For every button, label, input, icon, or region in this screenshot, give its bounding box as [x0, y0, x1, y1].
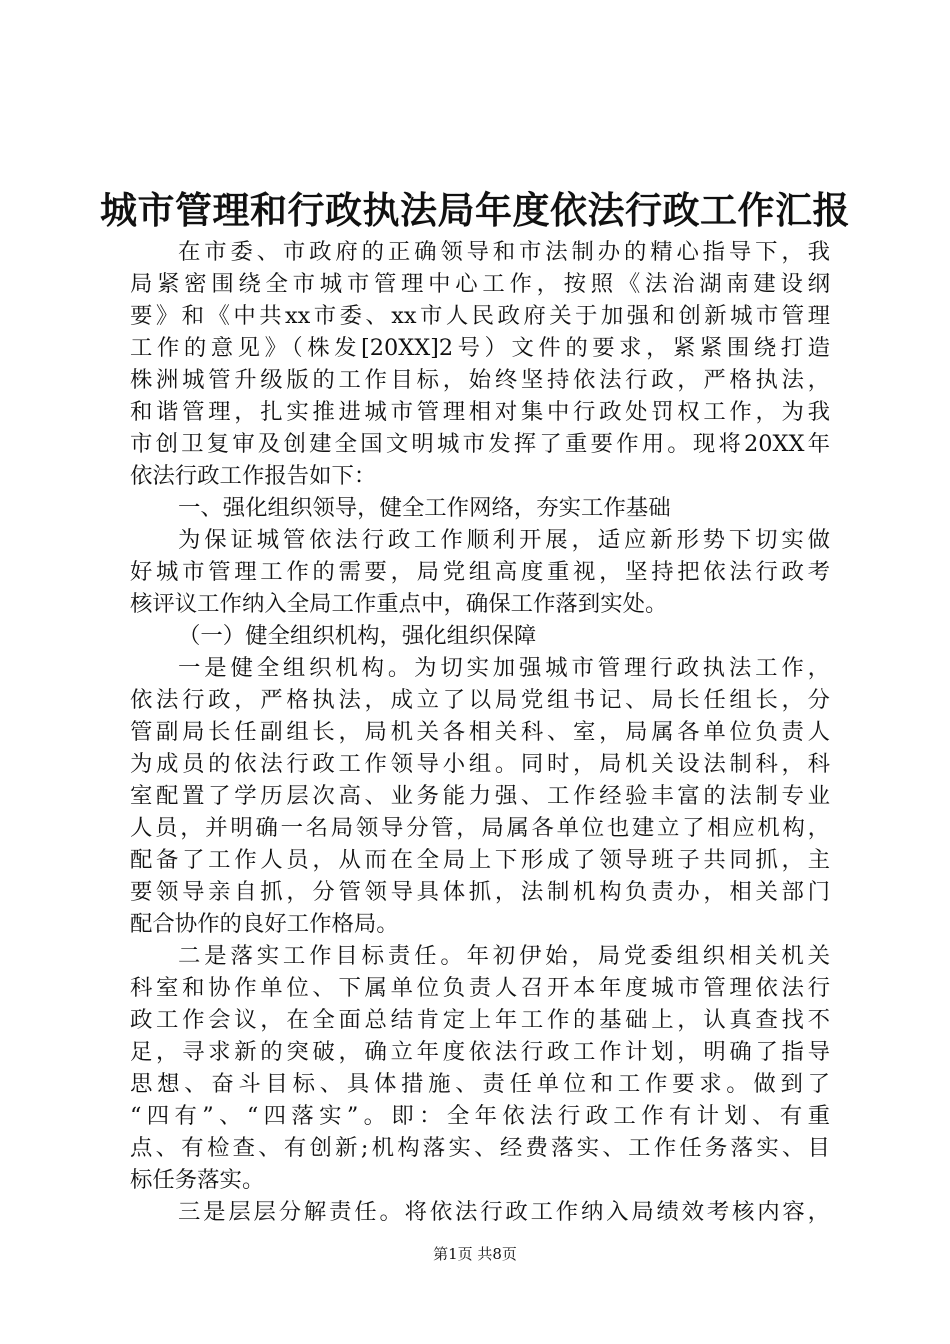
text-line: 科室和协作单位、下属单位负责人召开本年度城市管理依法行 — [130, 975, 830, 1001]
text-line: 在市委、市政府的正确领导和市法制办的精心指导下，我 — [178, 239, 830, 265]
text-line: 一、强化组织领导，健全工作网络，夯实工作基础 — [178, 495, 671, 521]
document-body — [130, 236, 830, 1228]
text-line: 一是健全组织机构。为切实加强城市管理行政执法工作， — [178, 655, 830, 681]
text-line: 配合协作的良好工作格局。 — [130, 911, 399, 937]
text-line: 要》和《中共xx市委、xx市人民政府关于加强和创新城市管理 — [130, 303, 830, 329]
page-footer: 第1页 共8页 — [433, 1245, 517, 1263]
text-line: 和谐管理，扎实推进城市管理相对集中行政处罚权工作，为我 — [130, 399, 830, 425]
text-line: “四有”、“四落实”。即：全年依法行政工作有计划、有重 — [130, 1103, 830, 1129]
text-line: 人员，并明确一名局领导分管，局属各单位也建立了相应机构， — [130, 815, 830, 841]
text-line: 为成员的依法行政工作领导小组。同时，局机关设法制科，科 — [130, 751, 830, 777]
text-line: 依法行政，严格执法，成立了以局党组书记、局长任组长，分 — [130, 687, 830, 713]
text-line: 二是落实工作目标责任。年初伊始，局党委组织相关机关 — [178, 943, 830, 969]
text-line: 依法行政工作报告如下： — [130, 463, 377, 489]
text-line: 工作的意见》（株发[20XX]2号）文件的要求，紧紧围绕打造 — [130, 335, 830, 361]
text-line: 局紧密围绕全市城市管理中心工作，按照《法治湖南建设纲 — [130, 271, 830, 297]
text-line: 三是层层分解责任。将依法行政工作纳入局绩效考核内容， — [178, 1199, 830, 1225]
text-line: 足，寻求新的突破，确立年度依法行政工作计划，明确了指导 — [130, 1039, 830, 1065]
text-line: 思想、奋斗目标、具体措施、责任单位和工作要求。做到了 — [130, 1071, 830, 1097]
text-line: 株洲城管升级版的工作目标，始终坚持依法行政，严格执法， — [130, 367, 830, 393]
text-line: 室配置了学历层次高、业务能力强、工作经验丰富的法制专业 — [130, 783, 830, 809]
text-line: 配备了工作人员，从而在全局上下形成了领导班子共同抓，主 — [130, 847, 830, 873]
text-line: 点、有检查、有创新;机构落实、经费落实、工作任务落实、目 — [130, 1135, 830, 1161]
text-line: 管副局长任副组长，局机关各相关科、室，局属各单位负责人 — [130, 719, 830, 745]
document-title: 城市管理和行政执法局年度依法行政工作汇报 — [100, 188, 850, 232]
text-line: 好城市管理工作的需要，局党组高度重视，坚持把依法行政考 — [130, 559, 830, 585]
text-line: 为保证城管依法行政工作顺利开展，适应新形势下切实做 — [178, 527, 830, 553]
text-line: 政工作会议，在全面总结肯定上年工作的基础上，认真查找不 — [130, 1007, 830, 1033]
text-line: 要领导亲自抓，分管领导具体抓，法制机构负责办，相关部门 — [130, 879, 830, 905]
text-line: 市创卫复审及创建全国文明城市发挥了重要作用。现将20XX年 — [130, 431, 830, 457]
text-line: 核评议工作纳入全局工作重点中，确保工作落到实处。 — [130, 591, 668, 617]
text-line: （一）健全组织机构，强化组织保障 — [178, 623, 537, 649]
text-line: 标任务落实。 — [130, 1167, 265, 1193]
